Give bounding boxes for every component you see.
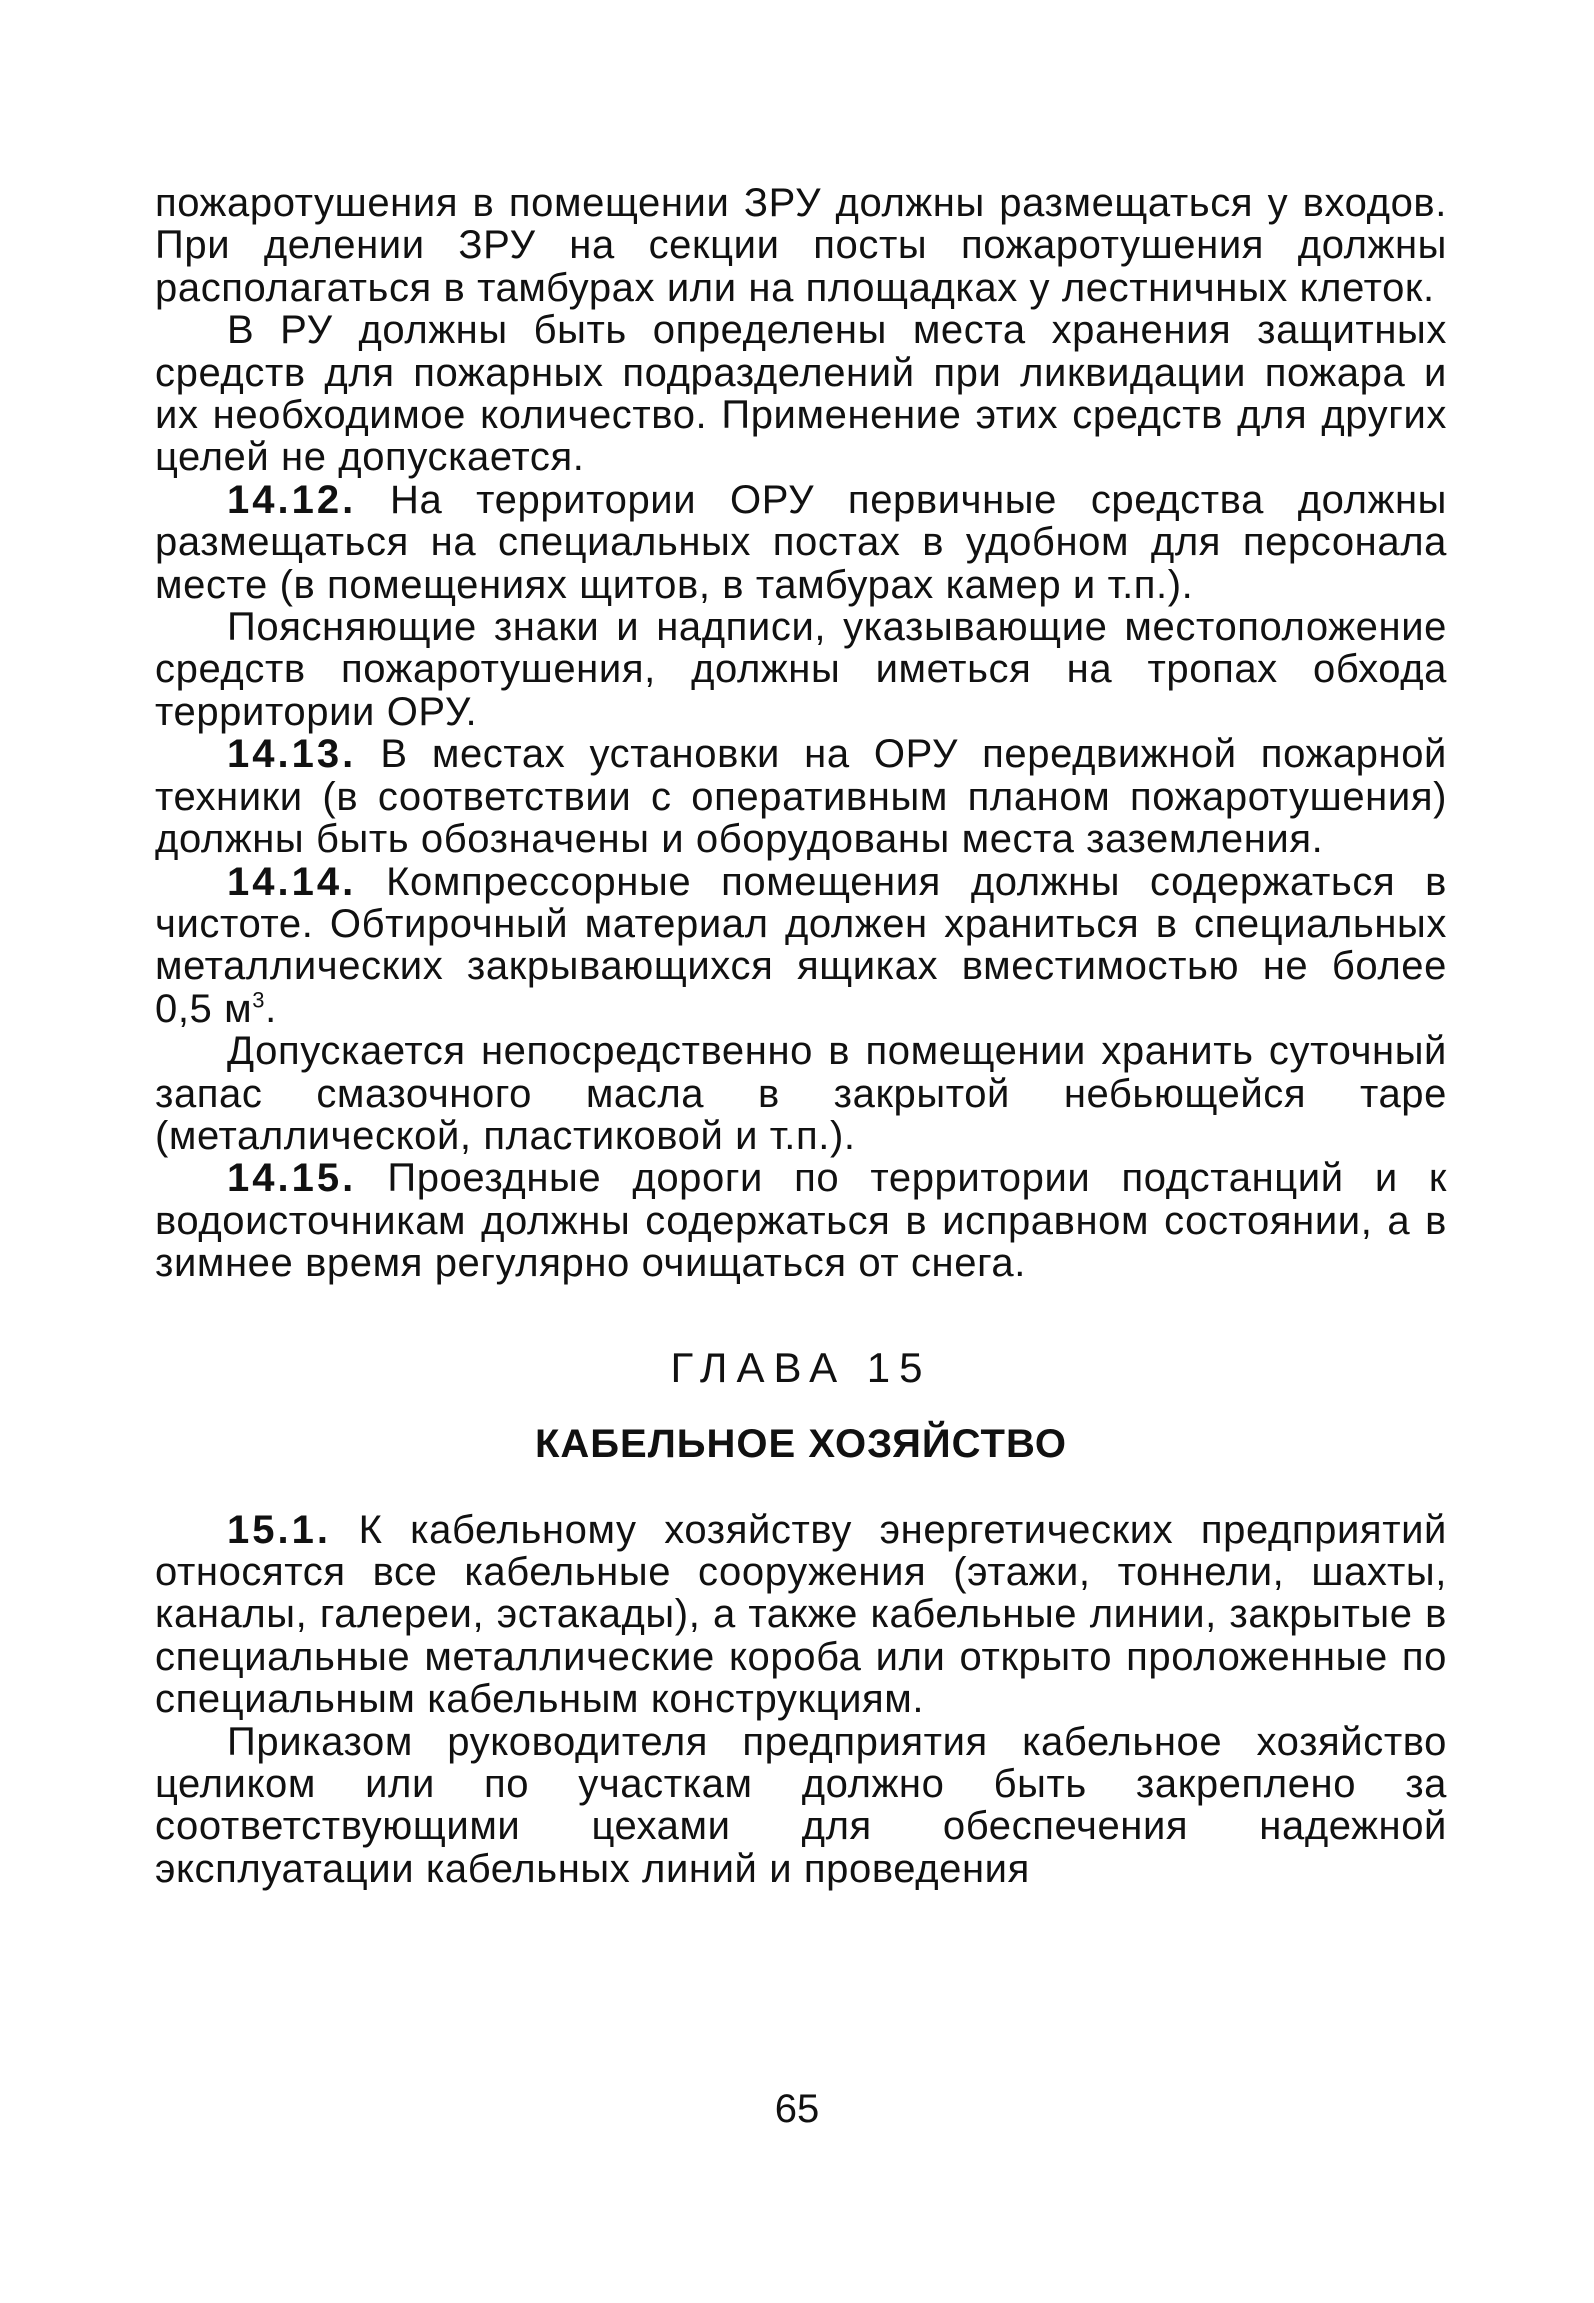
paragraph	[155, 1157, 1447, 1284]
clause-number: 14.14.	[227, 859, 357, 904]
section-after	[155, 1509, 1447, 1891]
section-before	[155, 182, 1447, 1285]
paragraph	[155, 606, 1447, 733]
paragraph-text: В местах установки на ОРУ передвижной пожарной техники (в соответствии с оперативным планом пожаротушения) должны быть обозначены и оборудованы места заземления.	[155, 732, 1447, 862]
chapter-title: КАБЕЛЬНОЕ ХОЗЯЙСТВО	[535, 1421, 1067, 1466]
paragraph	[155, 1030, 1447, 1157]
paragraph-text: К кабельному хозяйству энергетических предприятий относятся все кабельные сооружения (этажи, тоннели, шахты, каналы, галереи, эстакады), а также кабельные линии, закрытые в специальные металлические короба или открыто проложенные по специальным кабельным конструкциям.	[155, 1507, 1447, 1722]
clause-number: 14.12.	[227, 477, 357, 522]
chapter-label: ГЛАВА 15	[670, 1343, 932, 1391]
superscript: 3	[252, 987, 266, 1013]
paragraph-tail: .	[265, 986, 277, 1031]
paragraph-text: На территории ОРУ первичные средства должны размещаться на специальных постах в удобном для персонала месте (в помещениях щитов, в тамбурах камер и т.п.).	[155, 477, 1447, 607]
paragraph-text: Поясняющие знаки и надписи, указывающие местоположение средств пожаротушения, должны иметься на тропах обхода территории ОРУ.	[155, 605, 1447, 734]
paragraph	[155, 861, 1447, 1031]
body-text	[155, 182, 1447, 1890]
clause-number: 14.15.	[227, 1156, 357, 1201]
paragraph	[155, 479, 1447, 606]
paragraph	[155, 1509, 1447, 1721]
paragraph	[155, 733, 1447, 860]
clause-number: 15.1.	[227, 1507, 331, 1552]
paragraph-text: пожаротушения в помещении ЗРУ должны размещаться у входов. При делении ЗРУ на секции посты пожаротушения должны располагаться в тамбурах или на площадках у лестничных клеток.	[155, 181, 1447, 310]
paragraph-text: Проездные дороги по территории подстанций и к водоисточникам должны содержаться в исправном состоянии, а в зимнее время регулярно очищаться от снега.	[155, 1156, 1447, 1286]
paragraph-text: Допускается непосредственно в помещении хранить суточный запас смазочного масла в закрытой небьющейся таре (металлической, пластиковой и т.п.).	[155, 1029, 1447, 1158]
paragraph-text: Приказом руководителя предприятия кабельное хозяйство целиком или по участкам должно быть закреплено за соответствующими цехами для обеспечения надежной эксплуатации кабельных линий и проведения	[155, 1719, 1447, 1891]
paragraph-text: Компрессорные помещения должны содержаться в чистоте. Обтирочный материал должен храниться в специальных металлических закрывающихся ящиках вместимостью не более 0,5 м	[155, 859, 1447, 1031]
page-number: 65	[774, 2087, 820, 2131]
paragraph	[155, 1721, 1447, 1891]
paragraph	[155, 309, 1447, 479]
paragraph-text: В РУ должны быть определены места хранения защитных средств для пожарных подразделений при ликвидации пожара и их необходимое количество. Применение этих средств для других целей не допускается.	[155, 308, 1447, 480]
clause-number: 14.13.	[227, 732, 357, 777]
paragraph	[155, 182, 1447, 309]
